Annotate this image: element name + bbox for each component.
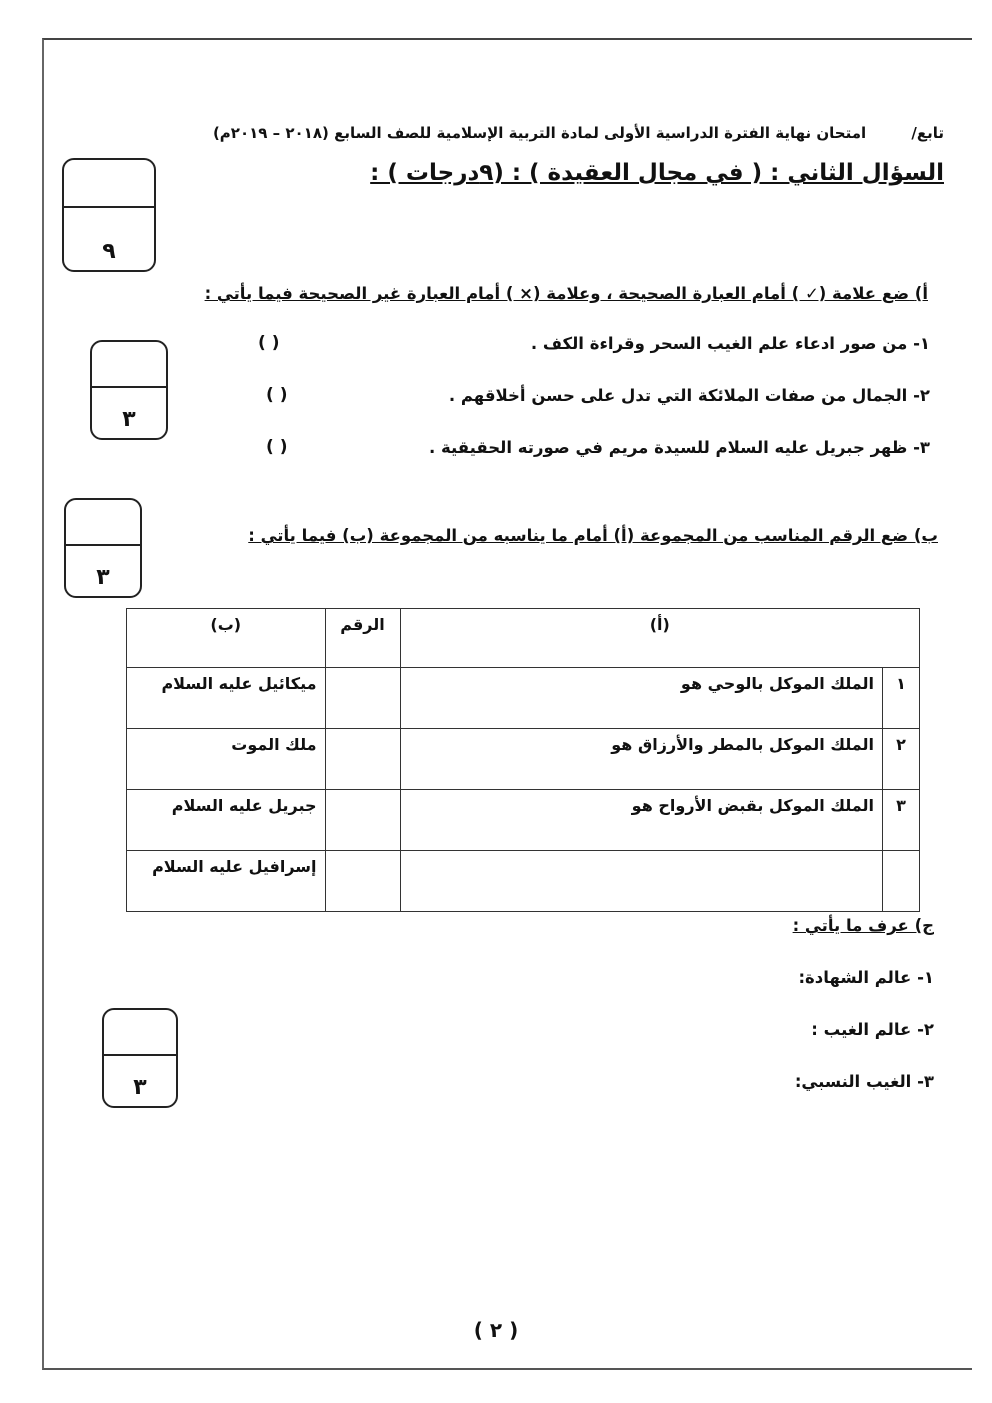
part-c-item-2: ٢- عالم الغيب : (811, 1020, 934, 1039)
page-number: ( ٢ ) (473, 1318, 519, 1342)
part-a-score-value: ٣ (122, 407, 136, 432)
part-a-answer-1[interactable]: ( ) (258, 333, 280, 353)
row-group-a: الملك الموكل بالمطر والأرزاق هو (400, 729, 882, 790)
row-num (883, 851, 920, 912)
table-row (127, 790, 920, 851)
part-a-item-1: ١- من صور ادعاء علم الغيب السحر وقراءة الكف . (530, 334, 930, 353)
part-a-item-3: ٣- ظهر جبريل عليه السلام للسيدة مريم في صورته الحقيقية . (429, 438, 930, 457)
total-score-value: ٩ (102, 239, 116, 264)
part-a-answer-3[interactable]: ( ) (266, 437, 288, 457)
row-group-a (400, 851, 882, 912)
part-c-instruction: ج) عرف ما يأتي : (792, 916, 934, 935)
table-row (127, 729, 920, 790)
exam-header (140, 124, 944, 142)
part-b-instruction: ب) ضع الرقم المناسب من المجموعة (أ) أمام ما يناسبه من المجموعة (ب) فيما يأتي : (248, 526, 938, 545)
row-group-b: ميكائيل عليه السلام (127, 668, 326, 729)
part-a-score-box (90, 340, 168, 440)
row-group-a: الملك الموكل بقبض الأرواح هو (400, 790, 882, 851)
table-row (127, 851, 920, 912)
part-c-item-1: ١- عالم الشهادة: (798, 968, 934, 987)
header-prefix: تابع/ (911, 124, 944, 142)
question-title: السؤال الثاني : ( في مجال العقيدة ) : (٩درجات ) : (370, 160, 944, 186)
part-a-instruction: أ) ضع علامة (✓ ) أمام العبارة الصحيحة ، وعلامة (× ) أمام العبارة غير الصحيحة فيما يأتي : (204, 284, 928, 303)
header-number: الرقم (325, 609, 400, 668)
header-group-a: (أ) (400, 609, 919, 668)
matching-table (126, 608, 920, 912)
header-text: امتحان نهاية الفترة الدراسية الأولى لمادة التربية الإسلامية للصف السابع (٢٠١٨ – ٢٠١٩م) (212, 124, 867, 142)
table-header-row (127, 609, 920, 668)
row-num: ٣ (883, 790, 920, 851)
part-a-answer-2[interactable]: ( ) (266, 385, 288, 405)
part-a-item-2: ٢- الجمال من صفات الملائكة التي تدل على حسن أخلاقهم . (448, 386, 930, 405)
part-c-score-box (102, 1008, 178, 1108)
row-answer-cell[interactable] (325, 668, 400, 729)
row-group-b: جبريل عليه السلام (127, 790, 326, 851)
header-group-b: (ب) (127, 609, 326, 668)
part-a-label: أ) (914, 284, 928, 303)
part-c-score-value: ٣ (133, 1075, 147, 1100)
part-c-item-3: ٣- الغيب النسبي: (794, 1072, 934, 1091)
row-group-a: الملك الموكل بالوحي هو (400, 668, 882, 729)
row-group-b: إسرافيل عليه السلام (127, 851, 326, 912)
row-answer-cell[interactable] (325, 729, 400, 790)
part-b-score-value: ٣ (96, 565, 110, 590)
part-b-score-box (64, 498, 142, 598)
total-score-box (62, 158, 156, 272)
table-row (127, 668, 920, 729)
row-answer-cell[interactable] (325, 851, 400, 912)
row-num: ١ (883, 668, 920, 729)
row-num: ٢ (883, 729, 920, 790)
row-answer-cell[interactable] (325, 790, 400, 851)
row-group-b: ملك الموت (127, 729, 326, 790)
